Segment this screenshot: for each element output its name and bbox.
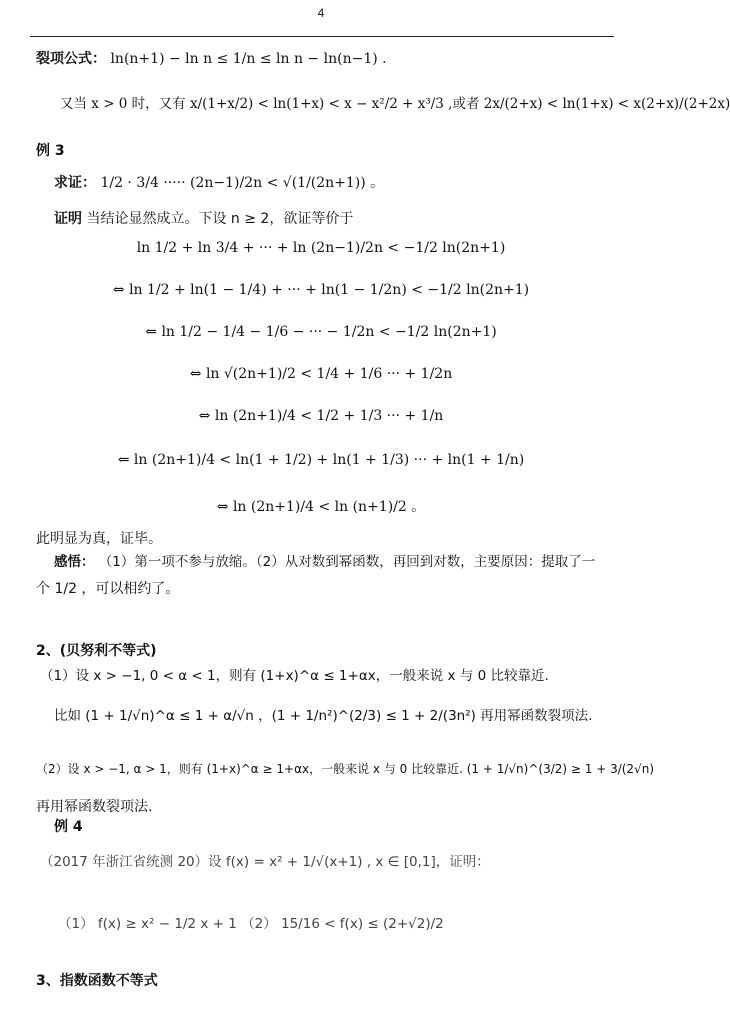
- proof-intro: 当结论显然成立。下设 n ≥ 2，欲证等价于: [86, 211, 354, 227]
- s2-line3: （2）设 x > −1, α > 1，则有 (1+x)^α ≥ 1+αx，一般来说 x 与 0 比较靠近. (1 + 1/√n)^(3/2) ≥ 1 + 3/(2√n): [36, 762, 654, 776]
- proof-label: 证明: [54, 211, 82, 227]
- proof-step-6: ⇐ ln (2n+1)/4 < ln(1 + 1/2) + ln(1 + 1/3) ··· + ln(1 + 1/n): [117, 452, 525, 468]
- prove-label: 求证：: [54, 175, 96, 191]
- proof-step-3: ⇐ ln 1/2 − 1/4 − 1/6 − ··· − 1/2n < −1/2 ln(2n+1): [145, 324, 497, 340]
- proof-intro-line: [54, 208, 353, 228]
- conclusion: 此明显为真，证毕。: [36, 531, 162, 547]
- proof-step-5: ⇔ ln (2n+1)/4 < 1/2 + 1/3 ··· + 1/n: [198, 408, 444, 424]
- proof-step-1: ln 1/2 + ln 3/4 + ··· + ln (2n−1)/2n < −1/2 ln(2n+1): [136, 240, 506, 256]
- example3-title: 例 3: [36, 143, 65, 159]
- page-number: 4: [317, 6, 325, 20]
- section2-title: 2、(贝努利不等式): [36, 643, 157, 659]
- example4-title: 例 4: [54, 819, 83, 835]
- header-rule: [30, 36, 614, 37]
- split-formula: ln(n+1) − ln n ≤ 1/n ≤ ln n − ln(n−1) .: [110, 51, 387, 67]
- reflection-line: [54, 550, 595, 570]
- proof-step-7: ⇔ ln (2n+1)/4 < ln (n+1)/2 。: [216, 499, 426, 515]
- reflection-label: 感悟：: [54, 554, 95, 570]
- split-formula-line: [36, 48, 387, 68]
- section3-title: 3、指数函数不等式: [36, 973, 158, 989]
- s2-line4: 再用幂函数裂项法.: [36, 799, 153, 815]
- split-formula-label: 裂项公式：: [36, 51, 106, 67]
- proof-step-4: ⇔ ln √(2n+1)/2 < 1/4 + 1/6 ··· + 1/2n: [189, 366, 453, 382]
- ex4-statement: （2017 年浙江省统测 20）设 f(x) = x² + 1/√(x+1) , x ∈ [0,1]，证明：: [40, 854, 490, 870]
- s2-line1: （1）设 x > −1, 0 < α < 1，则有 (1+x)^α ≤ 1+αx，一般来说 x 与 0 比较靠近.: [40, 668, 549, 684]
- reflection-text: （1）第一项不参与放缩。（2）从对数到幂函数，再回到对数，主要原因：提取了一: [98, 554, 596, 570]
- prove-line: [54, 172, 384, 192]
- prove-statement: 1/2 · 3/4 ····· (2n−1)/2n < √(1/(2n+1)) 。: [100, 175, 385, 191]
- ex4-parts: （1） f(x) ≥ x² − 1/2 x + 1 （2） 15/16 < f(x) ≤ (2+√2)/2: [58, 916, 444, 932]
- reflection-text-2: 个 1/2 ，可以相约了。: [36, 581, 180, 597]
- s2-line2: 比如 (1 + 1/√n)^α ≤ 1 + α/√n ，(1 + 1/n²)^(2/3) ≤ 1 + 2/(3n²) 再用幂函数裂项法.: [54, 708, 593, 724]
- proof-step-2: ⇔ ln 1/2 + ln(1 − 1/4) + ··· + ln(1 − 1/2n) < −1/2 ln(2n+1): [112, 282, 530, 298]
- also-when-line: 又当 x > 0 时，又有 x/(1+x/2) < ln(1+x) < x − x²/2 + x³/3 ,或者 2x/(2+x) < ln(1+x) < x(2+x)/(2+2x): [60, 96, 730, 112]
